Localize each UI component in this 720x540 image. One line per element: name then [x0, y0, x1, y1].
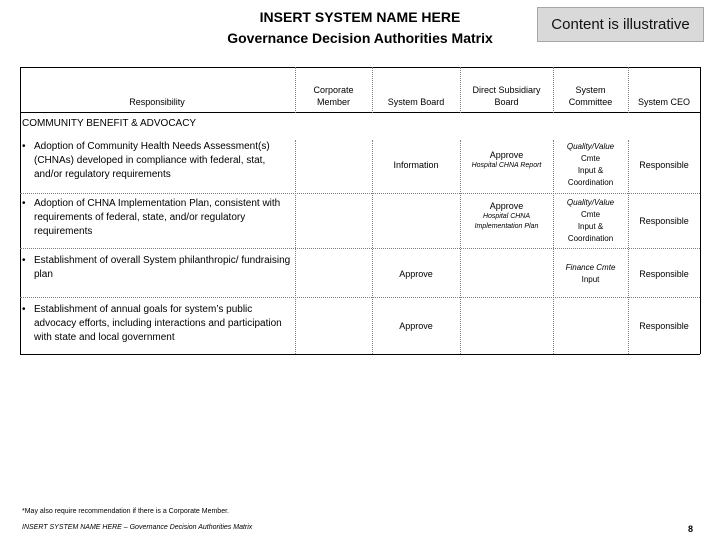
committee-role-cont: Coordination — [567, 234, 614, 243]
bullet: • — [22, 141, 26, 152]
header-corporate-member: Corporate Member — [313, 85, 354, 107]
page-number: 8 — [688, 524, 694, 534]
row-divider — [20, 297, 700, 298]
subsidiary-cell — [462, 149, 551, 171]
responsibility-text: Establishment of annual goals for system’s public advocacy efforts, including interactions and participation with state and local government — [34, 304, 282, 343]
matrix-title: Governance Decision Authorities Matrix — [227, 30, 493, 46]
row-divider — [20, 248, 700, 249]
header-system-committee: System Committee — [568, 85, 613, 107]
table-left-border — [20, 67, 21, 354]
committee-name: Quality/Value — [566, 142, 615, 151]
system-board-cell: Approve — [399, 269, 433, 279]
header-col-divider — [295, 67, 296, 113]
col-divider — [460, 140, 461, 354]
committee-name: Quality/Value — [566, 198, 615, 207]
committee-role-cont: Coordination — [567, 178, 614, 187]
bullet: • — [22, 198, 26, 209]
col-divider — [553, 140, 554, 354]
subsidiary-decision: Approve — [489, 201, 524, 211]
bullet: • — [22, 304, 26, 315]
committee-role: Input & — [577, 166, 604, 175]
table-row — [22, 197, 292, 239]
col-divider — [628, 140, 629, 354]
committee-name: Finance Cmte — [565, 263, 616, 272]
committee-role: Input & — [577, 222, 604, 231]
system-board-cell: Information — [393, 160, 439, 170]
header-system-board: System Board — [387, 97, 445, 107]
header-col-divider — [553, 67, 554, 113]
table-bottom-border — [20, 354, 700, 355]
bullet: • — [22, 255, 26, 266]
table-row — [22, 254, 292, 282]
row-divider — [20, 193, 700, 194]
illustrative-badge: Content is illustrative — [537, 7, 704, 42]
col-divider — [372, 140, 373, 354]
subsidiary-decision: Approve — [489, 150, 524, 160]
ceo-cell: Responsible — [639, 160, 689, 170]
ceo-cell: Responsible — [639, 321, 689, 331]
header-responsibility: Responsibility — [129, 97, 185, 107]
ceo-cell: Responsible — [639, 216, 689, 226]
header-divider — [20, 112, 700, 113]
committee-cell — [555, 141, 626, 189]
table-right-border — [700, 67, 701, 354]
section-heading: COMMUNITY BENEFIT & ADVOCACY — [22, 118, 197, 129]
subsidiary-cell — [462, 200, 551, 232]
system-name-title: INSERT SYSTEM NAME HERE — [259, 9, 461, 25]
committee-cell — [555, 262, 626, 286]
header-col-divider — [372, 67, 373, 113]
col-divider — [295, 140, 296, 354]
subsidiary-note: Hospital CHNA Implementation Plan — [474, 213, 539, 230]
committee-name-cont: Cmte — [580, 154, 601, 163]
header-col-divider — [460, 67, 461, 113]
ceo-cell: Responsible — [639, 269, 689, 279]
header-system-ceo: System CEO — [637, 97, 690, 107]
table-row — [22, 303, 292, 345]
committee-role: Input — [581, 275, 600, 284]
responsibility-text: Adoption of CHNA Implementation Plan, consistent with requirements of federal, state, and/or regulatory requirements — [34, 198, 281, 237]
table-top-border — [20, 67, 700, 68]
subsidiary-note: Hospital CHNA Report — [471, 162, 542, 169]
header-col-divider — [628, 67, 629, 113]
committee-name-cont: Cmte — [580, 210, 601, 219]
responsibility-text: Establishment of overall System philanthropic/ fundraising plan — [34, 255, 291, 280]
header-direct-subsidiary-board: Direct Subsidiary Board — [472, 85, 541, 107]
footer-title: INSERT SYSTEM NAME HERE – Governance Decision Authorities Matrix — [22, 524, 253, 531]
responsibility-text: Adoption of Community Health Needs Assessment(s) (CHNAs) developed in compliance with federal, stat, and/or regulatory requirements — [34, 141, 270, 180]
system-board-cell: Approve — [399, 321, 433, 331]
committee-cell — [555, 197, 626, 245]
footnote: *May also require recommendation if there is a Corporate Member. — [22, 508, 229, 515]
table-row — [22, 140, 292, 182]
